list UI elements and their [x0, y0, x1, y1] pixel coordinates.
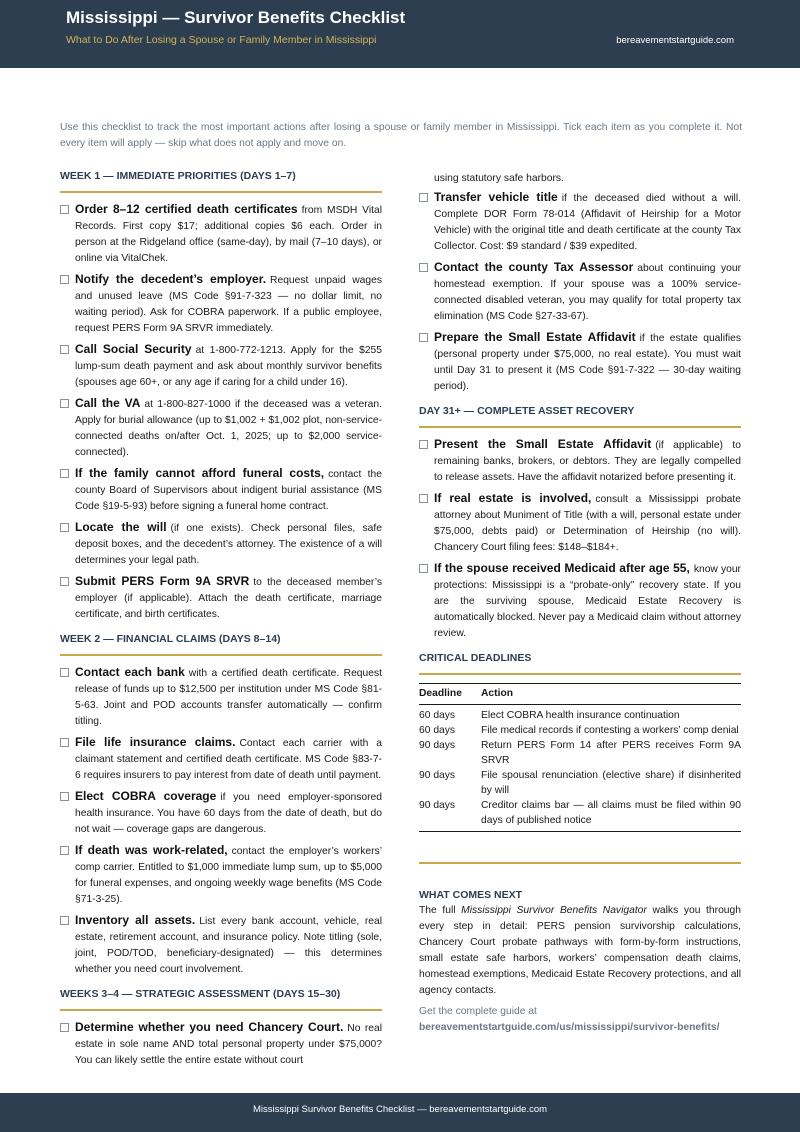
- item-heading: Elect COBRA coverage: [75, 789, 217, 803]
- checkbox[interactable]: [60, 275, 69, 284]
- checklist-item: [419, 189, 741, 255]
- item-heading: Contact each bank: [75, 665, 185, 679]
- divider: [419, 862, 741, 864]
- checklist-item: [60, 734, 382, 784]
- checklist-item: [60, 201, 382, 267]
- item-heading: Inventory all assets.: [75, 913, 196, 927]
- item-text: if the estate qualifies (personal property under $75,000, no real estate). You must wait until Day 31 to present it (MS Code §91-7-322 — 30-day waiting period).: [434, 333, 741, 392]
- section-title-next: WHAT COMES NEXT: [419, 889, 523, 901]
- item-text: at 1-800-772-1213. Apply for the $255 lump-sum death payment and ask about monthly survivor benefits (spouses age 60+, or any age if caring for a child under 16).: [75, 345, 382, 388]
- item-text: List every bank account, vehicle, real estate, retirement account, and insurance policy. Note titling (sole, joint, POD/TOD, beneficiary-designated) — this determines whether you need court involvement.: [75, 916, 382, 975]
- section-title-week34: WEEKS 3–4 — STRATEGIC ASSESSMENT (DAYS 15–30): [60, 988, 382, 1011]
- action-column-header: Action: [481, 684, 741, 705]
- item-heading: Contact the county Tax Assessor: [434, 260, 634, 274]
- deadline-action: File spousal renunciation (elective share) if disinherited by will: [481, 770, 741, 796]
- checkbox[interactable]: [419, 333, 428, 342]
- item-text: (if one exists). Check personal files, safe deposit boxes, and the decedent’s attorney. The existence of a will determines your legal path.: [75, 523, 382, 566]
- item-heading: If the family cannot afford funeral costs,: [75, 466, 325, 480]
- checkbox[interactable]: [60, 668, 69, 677]
- checkbox[interactable]: [60, 846, 69, 855]
- intro-text: Use this checklist to track the most important actions after losing a spouse or family member in Mississippi. Tick each item as you complete it. Not every item will apply — skip what does not apply and move on.: [60, 122, 742, 149]
- checklist-item: [60, 271, 382, 337]
- deadline-days: 60 days: [419, 725, 456, 736]
- checklist-item: [60, 465, 382, 515]
- checkbox[interactable]: [60, 916, 69, 925]
- item-text: if you need employer-sponsored health insurance. You have 60 days from the date of death, but do not wait — coverage gaps are dangerous.: [75, 792, 382, 835]
- item-heading: If real estate is involved,: [434, 491, 592, 505]
- checkbox[interactable]: [60, 1023, 69, 1032]
- item-heading: Order 8–12 certified death certificates: [75, 202, 298, 216]
- deadline-days: 90 days: [419, 770, 456, 781]
- item-heading: Prepare the Small Estate Affidavit: [434, 330, 636, 344]
- guide-link-label: Get the complete guide at: [419, 1006, 537, 1017]
- right-column: [419, 171, 741, 1036]
- checkbox[interactable]: [60, 523, 69, 532]
- item-heading: Call the VA: [75, 396, 141, 410]
- checklist-item: [60, 664, 382, 730]
- checklist-item: [419, 436, 741, 486]
- checklist-item: [419, 259, 741, 325]
- checkbox[interactable]: [60, 792, 69, 801]
- section-title-day31: DAY 31+ — COMPLETE ASSET RECOVERY: [419, 405, 741, 428]
- deadline-action: Elect COBRA health insurance continuation: [481, 710, 680, 721]
- deadline-days: 90 days: [419, 740, 456, 751]
- left-column: [60, 170, 382, 1073]
- item-heading: Determine whether you need Chancery Court.: [75, 1020, 344, 1034]
- deadline-row: [419, 738, 741, 768]
- checklist-item: [419, 490, 741, 556]
- deadline-action: Creditor claims bar — all claims must be filed within 90 days of published notice: [481, 800, 741, 826]
- deadline-row: [419, 798, 741, 832]
- checklist-item: [60, 842, 382, 908]
- week2-checklist: [60, 664, 382, 978]
- item-text: from MSDH Vital Records. First copy $17; additional copies $6 each. Order in person at the Ridgeland office (same-day), by mail (7–10 days), or online via VitalChek.: [75, 205, 383, 264]
- checkbox[interactable]: [419, 263, 428, 272]
- page-footer: [0, 1093, 800, 1132]
- item-text: if the deceased died without a will. Complete DOR Form 78-014 (Affidavit of Heirship for a Motor Vehicle) with the original title and death certificate at the county Tax Collector. Cost: $9 standard / $39 expedited.: [434, 193, 741, 252]
- item-text: know your protections: Mississippi is a “probate-only” recovery state. If you are the surviving spouse, Medicaid Estate Recovery is automatically blocked. Never pay a Medicaid claim without attorney review.: [434, 564, 741, 639]
- checkbox[interactable]: [419, 564, 428, 573]
- page-header: [0, 0, 800, 68]
- guide-link[interactable]: bereavementstartguide.com/us/mississippi/survivor-benefits/: [419, 1022, 720, 1033]
- checklist-item: [60, 519, 382, 569]
- checkbox[interactable]: [419, 440, 428, 449]
- checklist-item: [60, 341, 382, 391]
- checkbox[interactable]: [60, 345, 69, 354]
- document-title: Mississippi — Survivor Benefits Checklist: [66, 8, 406, 27]
- item-text: to the deceased member’s employer (if applicable). Attach the death certificate, marriage certificate, and birth certificates.: [75, 577, 382, 620]
- deadline-days: 60 days: [419, 710, 456, 721]
- deadline-column-header: Deadline: [419, 684, 481, 705]
- checkbox[interactable]: [60, 577, 69, 586]
- deadline-row: [419, 768, 741, 798]
- checklist-item: [60, 788, 382, 838]
- footer-text: Mississippi Survivor Benefits Checklist — bereavementstartguide.com: [252, 1104, 548, 1115]
- section-title-deadlines: CRITICAL DEADLINES: [419, 652, 741, 675]
- item-heading: Present the Small Estate Affidavit: [434, 437, 652, 451]
- item-heading: Submit PERS Form 9A SRVR: [75, 574, 250, 588]
- section-title-week2: WEEK 2 — FINANCIAL CLAIMS (DAYS 8–14): [60, 633, 382, 656]
- checkbox[interactable]: [60, 205, 69, 214]
- item-heading: If the spouse received Medicaid after age 55,: [434, 561, 690, 575]
- item-text: Request unpaid wages and unused leave (MS Code §91-7-323 — no dollar limit, no waiting period). Ask for COBRA paperwork. If a public employee, request PERS Form 9A SRVR immediately.: [75, 275, 382, 334]
- item-text: contact the employer’s workers’ comp carrier. Entitled to $1,000 immediate lump sum, up to $5,000 for funeral expenses, and ongoing weekly wage benefits (MS Code §71-3-25).: [75, 846, 382, 905]
- item-text: at 1-800-827-1000 if the deceased was a veteran. Apply for burial allowance (up to $1,002 + $1,002 plot, non-service-connected deaths on/after Oct. 1, 2025; up to $2,000 service-connected).: [75, 399, 382, 458]
- checkbox[interactable]: [419, 494, 428, 503]
- day31-checklist: [419, 436, 741, 642]
- deadline-action: File medical records if contesting a workers’ comp denial: [481, 725, 739, 736]
- document-subtitle: What to Do After Losing a Spouse or Family Member in Mississippi: [66, 34, 377, 46]
- item-text: Contact each carrier with a claimant statement and certified death certificate. MS Code §83-7-6 requires insurers to pay interest from date of death until payment.: [75, 738, 382, 781]
- week34-checklist-continued: [419, 189, 741, 395]
- week1-checklist: [60, 201, 382, 623]
- checkbox[interactable]: [60, 469, 69, 478]
- checklist-item: [60, 395, 382, 461]
- item-heading: Transfer vehicle title: [434, 190, 558, 204]
- guide-name: Mississippi Survivor Benefits Navigator: [461, 905, 647, 916]
- checklist-item: [60, 1019, 382, 1069]
- week34-checklist: [60, 1019, 382, 1069]
- checkbox[interactable]: [419, 193, 428, 202]
- item-heading: Locate the will: [75, 520, 167, 534]
- deadline-days: 90 days: [419, 800, 456, 811]
- checkbox[interactable]: [60, 738, 69, 747]
- checkbox[interactable]: [60, 399, 69, 408]
- section-title-week1: WEEK 1 — IMMEDIATE PRIORITIES (DAYS 1–7): [60, 170, 382, 193]
- checklist-item: [419, 560, 741, 642]
- item-heading: If death was work-related,: [75, 843, 228, 857]
- checklist-item: [419, 329, 741, 395]
- header-site-link[interactable]: bereavementstartguide.com: [616, 35, 734, 46]
- deadlines-table: [419, 683, 741, 832]
- item-heading: Notify the decedent’s employer.: [75, 272, 267, 286]
- item-heading: Call Social Security: [75, 342, 192, 356]
- deadline-row: [419, 723, 741, 738]
- deadline-row: [419, 705, 741, 724]
- week34-continuation: using statutory safe harbors.: [434, 173, 564, 184]
- item-text: consult a Mississippi probate attorney about Muniment of Title (with a will, personal estate under $75,000, debts paid) or Determination of Heirship (no will). Chancery Court filing fees: $148–$184+.: [434, 494, 741, 553]
- item-text: about continuing your homestead exemption. If your spouse was a 100% service-connected disabled veteran, you may qualify for total property tax elimination (MS Code §27-33-67).: [434, 263, 742, 322]
- item-text: with a certified death certificate. Request release of funds up to $12,500 per institution under MS Code §81-5-63. Joint and POD accounts transfer automatically — confirm titling.: [75, 668, 382, 727]
- next-body: The full Mississippi Survivor Benefits Navigator walks you through every step in detail: PERS pension survivorship calculations, Chancery Court probate pathways with form-by-form instructions, small estate safe harbors, workers’ compensation death claims, homestead exemptions, Medicaid Estate Recovery protections, and all agency contacts.: [419, 905, 741, 996]
- item-heading: File life insurance claims.: [75, 735, 236, 749]
- item-text: (if applicable) to remaining banks, brokers, or debtors. They are legally compelled to release assets. Have the affidavit notarized before presenting it.: [434, 440, 741, 483]
- item-text: contact the county Board of Supervisors about indigent burial assistance (MS Code §19-5-93) before signing a funeral home contract.: [75, 469, 382, 512]
- item-text: No real estate in sole name AND total personal property under $75,000? You can likely settle the entire estate without court: [75, 1023, 382, 1066]
- checklist-item: [60, 912, 382, 978]
- deadline-action: Return PERS Form 14 after PERS receives Form 9A SRVR: [481, 740, 741, 766]
- checklist-item: [60, 573, 382, 623]
